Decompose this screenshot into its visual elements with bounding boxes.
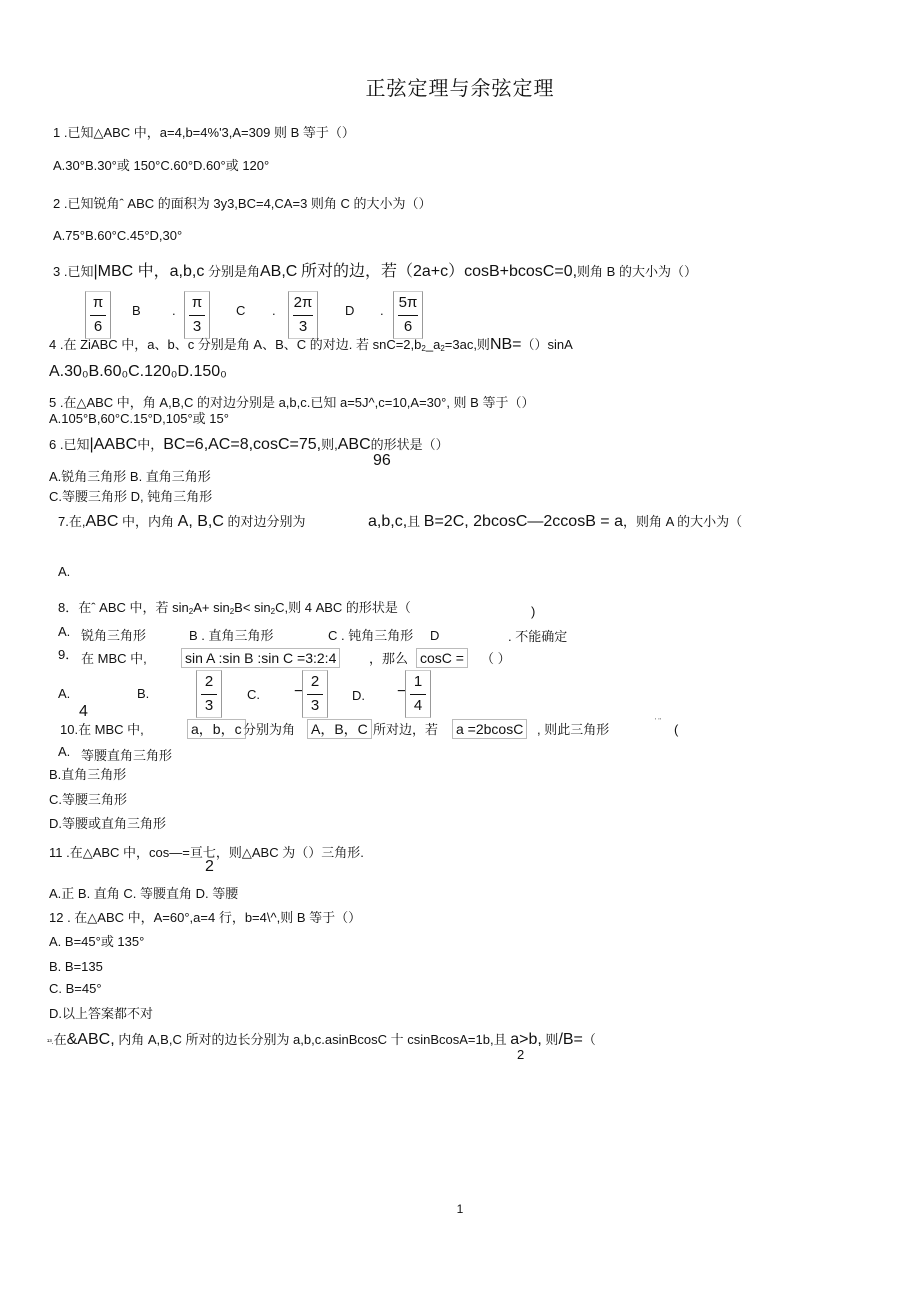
q13-part-a: 在 xyxy=(53,1032,67,1047)
question-13-under-value: 2 xyxy=(517,1047,525,1062)
q10-option-a-label: A. xyxy=(58,744,71,759)
q8-part-c: B< sin xyxy=(234,600,271,615)
q8-option-a: 锐角三角形 xyxy=(81,628,147,643)
q10-stem-e: ( xyxy=(674,722,679,737)
question-5-stem: 5 .在△ABC 中，角 A,B,C 的对边分别是 a,b,c.已知 a=5J^,c=10,A=30°, 则 B 等于（） xyxy=(49,395,535,410)
q6-part-d: BC=6,AC=8,cosC=75, xyxy=(163,436,322,453)
q8-sub-1: 2 xyxy=(188,607,194,616)
q9-ratio-formula: sin A :sin B :sin C =3:2:4 xyxy=(181,648,340,668)
q8-option-b: B . 直角三角形 xyxy=(189,628,274,643)
q7-part-a: 7.在, xyxy=(58,514,86,529)
q4-sub-1: 2 xyxy=(421,344,426,353)
q9-stem-b: ，那么 xyxy=(369,651,409,666)
question-11-stem: 11 .在△ABC 中，cos—=亘七，则△ABC 为（）三角形. xyxy=(49,845,364,860)
question-7-option-a: A. xyxy=(58,564,71,579)
q8-sub-2: 2 xyxy=(229,607,235,616)
q13-part-e: 则 xyxy=(545,1032,559,1047)
q8-part-d: C,则 4 ABC 的形状是（ xyxy=(275,600,411,615)
q7-part-g: 且 xyxy=(407,514,421,529)
q10-angles-box: A，B，C xyxy=(307,719,372,739)
q9-stem-a: 在 MBC 中, xyxy=(81,651,147,666)
q3-option-b-label: B xyxy=(132,303,141,318)
q7-part-h: B=2C, 2bcosC—2ccosB = a xyxy=(423,513,623,530)
q9-stem-c: （ ） xyxy=(481,651,511,666)
q10-option-a: 等腰直角三角形 xyxy=(81,748,173,763)
q9-label: 9． xyxy=(58,647,79,662)
question-11-under-value: 2 xyxy=(205,858,214,875)
q4-part-e: （）sinA xyxy=(521,337,573,352)
q10-noise-mark: ' '' xyxy=(655,718,661,725)
q13-part-d: a>b, xyxy=(510,1031,542,1048)
q10-option-b: B.直角三角形 xyxy=(49,767,127,782)
q13-part-f: /B= xyxy=(558,1031,583,1048)
q7-part-b: ABC xyxy=(85,513,119,530)
question-4-stem xyxy=(49,337,573,357)
question-1-options: A.30°B.30°或 150°C.60°D.60°或 120° xyxy=(53,158,270,173)
q9-neg-sign: − xyxy=(397,683,407,700)
q4-part-d: NB= xyxy=(489,336,522,353)
q8-option-d-label: D xyxy=(430,628,440,643)
q10-condition-box: a =2bcosC xyxy=(452,719,527,739)
page-title: 正弦定理与余弦定理 xyxy=(365,78,555,100)
q10-sides-box: a，b，c xyxy=(187,719,246,739)
question-4-options: A.30₀B.60₀C.120₀D.150₀ xyxy=(49,363,227,380)
question-5-options: A.105°B,60°C.15°D,105°或 15° xyxy=(49,411,229,426)
q3-dot: . xyxy=(272,303,276,318)
q13-number: ¹³. xyxy=(47,1039,54,1046)
q7-part-c: 中，内角 xyxy=(122,514,175,529)
question-11-options: A.正 B. 直角 C. 等腰直角 D. 等腰 xyxy=(49,886,239,901)
question-12-option-d: D.以上答案都不对 xyxy=(49,1006,154,1021)
question-12-stem: 12 . 在△ABC 中，A=60°,a=4 行，b=4\^,则 B 等于（） xyxy=(49,910,362,925)
q3-option-c-label: C xyxy=(236,303,246,318)
q10-option-c: C.等腰三角形 xyxy=(49,792,128,807)
question-6-options-cd: C.等腰三角形 D, 钝角三角形 xyxy=(49,489,213,504)
q6-part-a: 6 .已知 xyxy=(49,437,90,452)
q3-dot: . xyxy=(380,303,384,318)
q8-close-paren: ) xyxy=(531,604,536,619)
q4-part-c: =3ac,则 xyxy=(444,337,490,352)
question-6-options-ab: A.锐角三角形 B. 直角三角形 xyxy=(49,469,211,484)
question-6-under-value: 96 xyxy=(373,452,391,469)
question-7-stem-continued xyxy=(368,514,742,530)
q3-option-d-label: D xyxy=(345,303,355,318)
q6-part-f: ABC xyxy=(337,436,371,453)
q7-part-d: A, B,C xyxy=(177,513,224,530)
q8-option-a-label: A. xyxy=(58,624,71,639)
q8-option-c: C . 钝角三角形 xyxy=(328,628,414,643)
q3-fraction-a: π 6 xyxy=(85,291,111,339)
q3-part-d: AB,C xyxy=(259,263,298,280)
q4-part-b: _a xyxy=(425,337,441,352)
question-12-option-b: B. B=135 xyxy=(49,959,103,974)
q10-stem-a: 10.在 MBC 中, xyxy=(60,722,144,737)
q8-option-d: . 不能确定 xyxy=(508,629,568,644)
q3-fraction-d: 5π 6 xyxy=(393,291,423,339)
q10-stem-d: , 则此三角形 xyxy=(537,722,610,737)
q3-fraction-b: π 3 xyxy=(184,291,210,339)
q9-option-b-label: B. xyxy=(137,686,150,701)
q3-fraction-c: 2π 3 xyxy=(288,291,318,339)
q10-stem-c: 所对边，若 xyxy=(373,722,439,737)
q3-dot: . xyxy=(172,303,176,318)
q7-part-i: ，则角 A 的大小为（ xyxy=(623,514,743,529)
q10-option-d: D.等腰或直角三角形 xyxy=(49,816,167,831)
q3-part-b: |MBC 中，a,b,c xyxy=(93,263,205,280)
q8-part-a: 8．在ˆ ABC 中，若 sin xyxy=(58,600,189,615)
question-8-stem xyxy=(58,600,411,620)
q13-part-g: （ xyxy=(582,1032,596,1047)
q13-part-c: 内角 A,B,C 所对的边长分别为 a,b,c.asinBcosC 十 csinBcosA=1b,且 xyxy=(118,1032,507,1047)
q7-part-e: 的对边分别为 xyxy=(227,514,306,529)
q8-part-b: A+ sin xyxy=(193,600,230,615)
q9-cosc-formula: cosC = xyxy=(416,648,468,668)
q4-part-a: 4 .在 ZiABC 中，a、b、c 分别是角 A、B、C 的对边. 若 snC=2,b xyxy=(49,337,422,352)
q9-fraction-b: 2 3 xyxy=(196,670,222,718)
q9-option-c-label: C. xyxy=(247,687,260,702)
q9-option-a-label: A. xyxy=(58,686,71,701)
q10-stem-b: 分别为角 xyxy=(243,722,296,737)
q9-fraction-d: 1 4 xyxy=(405,670,431,718)
q8-sub-3: 2 xyxy=(270,607,276,616)
q3-part-e: 所对的边，若（2a+c）cosB+bcosC=0, xyxy=(300,263,578,280)
q9-option-d-label: D. xyxy=(352,688,365,703)
q9-option-a-value: 4 xyxy=(79,703,88,720)
q6-part-e: 则, xyxy=(321,437,338,452)
q6-part-g: 的形状是（） xyxy=(370,437,449,452)
q4-sub-2: 2 xyxy=(440,344,445,353)
q3-part-f: 则角 B 的大小为（） xyxy=(577,264,697,279)
page-number: 1 xyxy=(456,1202,464,1216)
question-6-stem xyxy=(49,437,449,453)
question-3-stem xyxy=(53,264,697,280)
question-12-option-a: A. B=45°或 135° xyxy=(49,934,145,949)
q13-part-b: &ABC, xyxy=(66,1031,115,1048)
q9-fraction-c: 2 3 xyxy=(302,670,328,718)
q7-part-f: a,b,c, xyxy=(368,513,408,530)
question-2-stem: 2 .已知锐角ˆ ABC 的面积为 3y3,BC=4,CA=3 则角 C 的大小为（） xyxy=(53,196,432,211)
question-1-stem: 1 .已知△ABC 中，a=4,b=4%'3,A=309 则 B 等于（） xyxy=(53,125,355,140)
q3-part-c: 分别是角 xyxy=(207,264,260,279)
question-13-stem xyxy=(47,1032,596,1051)
question-12-option-c: C. B=45° xyxy=(49,981,102,996)
q6-part-b: |AABC xyxy=(89,436,138,453)
q9-neg-sign: − xyxy=(294,683,304,700)
q6-part-c: 中， xyxy=(137,437,164,452)
question-2-options: A.75°B.60°C.45°D,30° xyxy=(53,228,183,243)
q3-part-a: 3 .已知 xyxy=(53,264,94,279)
question-7-stem xyxy=(58,514,306,530)
